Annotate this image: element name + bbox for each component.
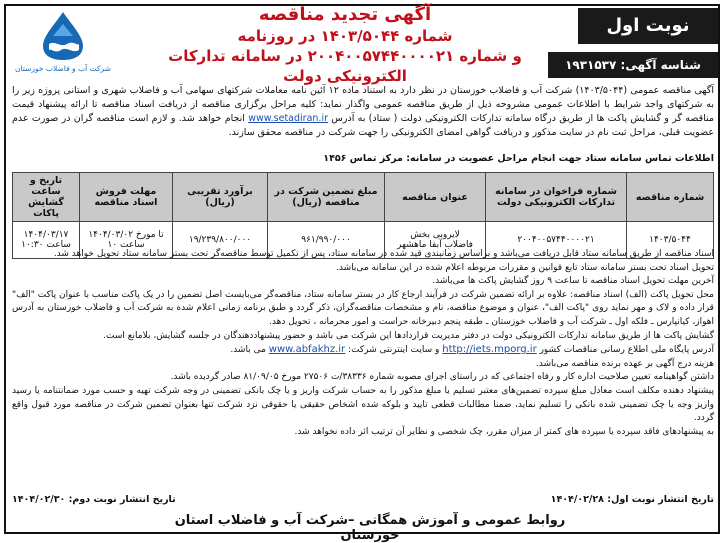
cell-sale-date: تا مورخ ۱۴۰۴/۰۳/۰۲ xyxy=(88,230,164,240)
second-publication-date: تاریخ انتشار نوبت دوم: ۱۴۰۴/۰۲/۳۰ xyxy=(12,494,176,505)
abfakhz-link[interactable]: www.abfakhz.ir xyxy=(268,344,346,356)
cell-estimate: ۱۹/۲۳۹/۸۰۰/۰۰۰ xyxy=(173,222,268,259)
col-header-opening-date: تاریخ و ساعت گشایش پاکات xyxy=(13,173,80,222)
publication-dates xyxy=(12,494,714,510)
intro-paragraph xyxy=(12,84,714,140)
intro-line-1: آگهی مناقصه عمومی (۱۴۰۳/۵۰۴۴) شرکت آب و فاضلاب خوزستان در نظر دارد به استناد ماده ۱۲ آئین نامه معاملات شرکتهای سهامی آب و فاضلاب شهری و استانی پروژه زیر را به شرکتهای واجد شرایط با اطلاعات عمومی مشروحه ذیل از طریق مناقصه عمومی واگذار نماید: xyxy=(12,85,714,110)
condition-item: گشایش پاکت ها از طریق سامانه تدارکات الکترونیکی دولت در دفتر مدیریت قراردادها این شرکت می باشد و حضور پیشنهاددهندگان در جلسه گشایش، بلامانع است. xyxy=(103,330,714,341)
links-suffix: می باشد. xyxy=(230,345,266,356)
cell-tender-number: ۱۴۰۳/۵۰۴۴ xyxy=(627,222,714,259)
ad-title xyxy=(130,4,560,86)
condition-item: به پیشنهادهای فاقد سپرده یا سپرده های کمتر از میزان مقرر، چک شخصی و نظایر آن ترتیب اثر داده نخواهد شد. xyxy=(294,426,714,437)
cell-guarantee: ۹۶۱/۹۹۰/۰۰۰ xyxy=(268,222,385,259)
conditions-list xyxy=(12,248,714,439)
first-publication-date: تاریخ انتشار نوبت اول: ۱۴۰۴/۰۲/۲۸ xyxy=(550,494,714,505)
cell-title-line-1: لایروبی بخش xyxy=(410,230,460,240)
table-header-row xyxy=(13,173,714,222)
logo-caption: شرکت آب و فاضلاب خوزستان xyxy=(15,64,111,73)
footer-signature: روابط عمومی و آموزش همگانی –شرکت آب و فاضلاب استان خوزستان xyxy=(174,513,566,543)
condition-item: محل تحویل پاکت (الف) اسناد مناقصه: علاوه بر ارائه تضمین شرکت در فرآیند ارجاع کار در بستر سامانه ستاد، مناقصه‌گر می‌بایست اصل تضمین را در یک پاکت مناسب با عنوان پاکت "الف" قرار داده و لاک و مهر نماید روی "پاکت الف"، عنوان و موضوع مناقصه، نام و مشخصات مناقصه‌گران، ذکر گردد و طبق برنامه زمانی اعلام شده به شرکت آب و فاضلاب خوزستان به آدرس اهواز، کیانپارس ـ فلکه اول ـ شرکت آب و فاضلاب خوزستان ـ طبقه پنجم دبیرخانه حراست و امور محرمانه ، تحویل دهد. xyxy=(12,289,714,327)
condition-item: تحویل اسناد تحت بستر سامانه ستاد تابع قوانین و مقررات مربوطه اعلام شده در این سامانه می‌باشد. xyxy=(336,262,714,273)
tender-table xyxy=(12,172,714,259)
col-header-title: عنوان مناقصه xyxy=(385,173,486,222)
ad-id-badge: شناسه آگهی: ۱۹۳۱۵۳۷ xyxy=(548,52,718,78)
condition-item: هزینه درج آگهی بر عهده برنده مناقصه می‌باشد. xyxy=(535,358,714,369)
cell-opening-time: ساعت ۱۰:۳۰ xyxy=(21,240,71,250)
cell-call-number: ۲۰۰۴۰۰۵۷۴۴۰۰۰۰۲۱ xyxy=(486,222,627,259)
cell-opening-day: ۱۴۰۴/۰۳/۱۷ xyxy=(23,230,69,240)
intro-line-2: کلیه مراحل برگزاری مناقصه از دریافت اسناد مناقصه تا ارائه پیشنهاد قیمت مناقصه گر و گشایش پاکت ها از طریق درگاه سامانه تدارکات الکترونیکی دولت ( ستاد) به آدرس xyxy=(12,99,714,124)
col-header-guarantee: مبلغ تضمین شرکت در مناقصه (ریال) xyxy=(268,173,385,222)
condition-item: پیشنهاد دهنده مکلف است معادل مبلغ سپرده تضمین‌های معتبر تسلیم یا مبلغ مذکور را به حساب شرکت واریز و یا چک بانکی تضمینی در وجه شرکت تهیه و حسب مورد ضمانتنامه یا رسید واریز وجه یا چک تضمینی شده بانکی را تسلیم نماید، ضمنا مطالبات قطعی تایید و بلوکه شده اشخاص حقیقی یا حقوقی نزد شرکت تنها بعنوان تضمین شرکت در مناقصه مورد قبول واقع گردد. xyxy=(12,385,714,424)
condition-item: اسناد مناقصه از طریق سامانه ستاد قابل دریافت می‌باشد و براساس زمانبندی قید شده در سامانه ستاد، پس از تکمیل توسط مناقصه‌گر تحت بستر سامانه ستاد تحویل خواهد شد. xyxy=(53,249,714,259)
iets-link[interactable]: http://iets.mporg.ir xyxy=(442,344,537,356)
col-header-call-number: شماره فراخوان در سامانه تدارکات الکترونیکی دولت xyxy=(486,173,627,222)
condition-item-links xyxy=(12,343,714,358)
company-logo xyxy=(8,10,118,90)
title-line-1: آگهی تجدید مناقصه xyxy=(258,4,432,25)
col-header-sale-deadline: مهلت فروش اسناد مناقصه xyxy=(80,173,173,222)
cell-title-line-2: فاضلاب آبفا ماهشهر xyxy=(396,240,473,250)
condition-item: آخرین مهلت تحویل اسناد مناقصه تا ساعت ۹ روز گشایش پاکت ها می‌باشد. xyxy=(432,276,714,287)
cell-sale-time: ساعت ۱۰ xyxy=(107,240,145,250)
contact-info: اطلاعات تماس سامانه ستاد جهت انجام مراحل عضویت در سامانه: مرکز تماس ۱۴۵۶ xyxy=(323,153,714,164)
title-line-3: و شماره ۲۰۰۴۰۰۵۷۴۴۰۰۰۰۲۱ در سامانه تدارکات الکترونیکی دولت xyxy=(168,47,522,85)
title-line-2: شماره ۱۴۰۳/۵۰۴۴ در روزنامه xyxy=(237,27,453,45)
col-header-estimate: برآورد تقریبی (ریال) xyxy=(173,173,268,222)
intro-line-3: انجام خواهد شد. و لازم است مناقصه گران در صورت عدم عضویت قبلی، مراحل ثبت نام در سایت مذکور و دریافت گواهی امضای الکترونیکی را جهت شرکت در مناقصه محقق سازند. xyxy=(12,113,714,138)
col-header-tender-number: شماره مناقصه xyxy=(627,173,714,222)
water-drop-logo-icon xyxy=(33,10,93,62)
condition-item: داشتن گواهینامه تعیین صلاحیت اداره کار و رفاه اجتماعی که در راستای اجرای مصوبه شماره ۳۸۳۳۶/ت ۲۷۵۰۶ مورخ ۸۱/۰۹/۰۵ صادر گردیده باشد. xyxy=(170,372,714,383)
links-middle: و سایت اینترنتی شرکت: xyxy=(348,345,440,356)
publication-badge: نوبت اول xyxy=(578,8,718,44)
setad-link[interactable]: www.setadiran.ir xyxy=(248,113,328,124)
links-prefix: آدرس پایگاه ملی اطلاع رسانی مناقصات کشور xyxy=(539,345,714,356)
